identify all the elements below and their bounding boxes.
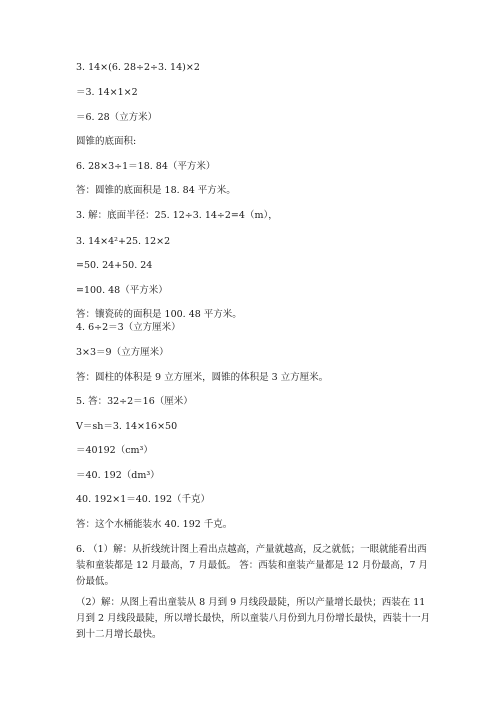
text-line: 圆锥的底面积: (76, 136, 137, 147)
text-line: =100. 48（平方米） (76, 285, 168, 296)
text-line: 3. 14×4²+25. 12×2 (76, 236, 171, 247)
text-line: 3. 解：底面半径：25. 12÷3. 14÷2=4（m）， (76, 210, 278, 221)
text-line: ＝3. 14×1×2 (76, 87, 138, 98)
paragraph: 6. （1）解：从折线统计图上看出点越高，产量就越高，反之就低；一眼就能看出西装和童装都是 12 月最高，7 月最低。 答：西装和童装产量都是 12 月份最高，7 月份最低。 (76, 544, 428, 587)
text-line: 3×3＝9（立方厘米） (76, 347, 169, 358)
text-line: 答：圆柱的体积是 9 立方厘米，圆锥的体积是 3 立方厘米。 (76, 372, 329, 383)
text-line: V＝sh＝3. 14×16×50 (76, 421, 178, 432)
text-line: ＝40192（cm³） (76, 445, 153, 456)
text-line: 5. 答：32÷2＝16（厘米） (76, 396, 193, 407)
text-line: 40. 192×1＝40. 192（千克） (76, 494, 211, 505)
text-line: 答：圆锥的底面积是 18. 84 平方米。 (76, 185, 236, 196)
text-line: ＝40. 192（dm³） (76, 470, 160, 481)
text-line: 答：镶瓷砖的面积是 100. 48 平方米。 (76, 309, 242, 320)
text-line: ＝6. 28（立方米） (76, 112, 158, 123)
text-line: 答：这个水桶能装水 40. 192 千克。 (76, 519, 233, 530)
text-line: =50. 24+50. 24 (76, 260, 153, 271)
text-line: 3. 14×(6. 28÷2÷3. 14)×2 (76, 62, 200, 73)
text-line: 4. 6÷2＝3（立方厘米） (76, 322, 181, 333)
paragraph: （2）解：从图上看出童装从 8 月到 9 月线段最陡，所以产量增长最快；西装在 11 月到 2 月线段最陡，所以增长最快，所以童装八月份到九月份增长最快，西装十一月到十二月增长最快。 (76, 597, 431, 640)
text-line: 6. 28×3÷1＝18. 84（平方米） (76, 161, 216, 172)
